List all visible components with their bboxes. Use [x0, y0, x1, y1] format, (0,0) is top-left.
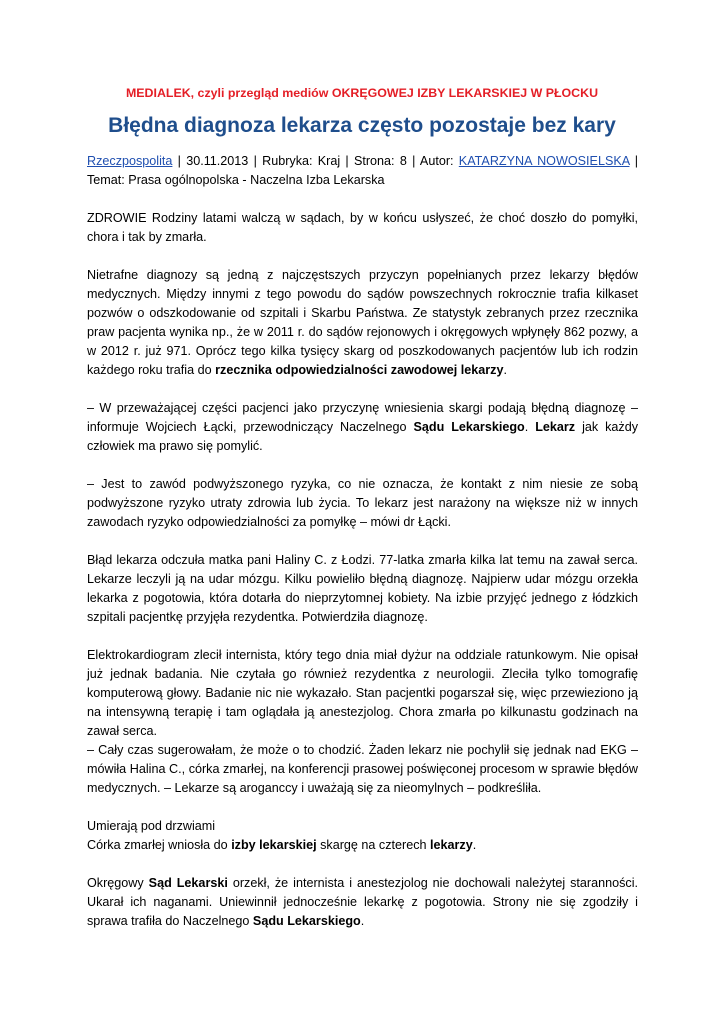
- paragraph-8-end: .: [472, 838, 477, 852]
- paragraph-9-bold-court-2: Sądu Lekarskiego: [252, 914, 361, 928]
- lead-paragraph: ZDROWIE Rodziny latami walczą w sądach, by w końcu usłyszeć, że choć doszło do pomyłki, chora i tak by zmarła.: [87, 211, 638, 244]
- article-body: [87, 152, 638, 931]
- paragraph-2-bold: rzecznika odpowiedzialności zawodowej lekarzy: [215, 363, 504, 377]
- source-link[interactable]: Rzeczpospolita: [87, 154, 173, 168]
- paragraph-3-text: – W przeważającej części pacjenci jako przyczynę wniesienia skargi podają błędną diagnozę – informuje Wojciech Łącki, przewodniczący Naczelnego: [87, 401, 638, 434]
- paragraph-3-bold-court: Sądu Lekarskiego: [413, 420, 525, 434]
- paragraph-5: Błąd lekarza odczuła matka pani Haliny C. z Łodzi. 77-latka zmarła kilka lat temu na zawał serca. Lekarze leczyli ją na udar mózgu. Kilku powieliło błędną diagnozę. Najpierw udar mózgu orzekła lekarka z pogotowia, która dotarła do nieprzytomnej kobiety. Na izbie przyjęć jednego z łódzkich szpitali pacjentkę przyjęła rezydentka. Potwierdziła diagnozę.: [87, 553, 638, 624]
- paragraph-4: – Jest to zawód podwyższonego ryzyka, co nie oznacza, że kontakt z nim niesie ze sobą podwyższone ryzyko utraty zdrowia lub życia. To lekarz jest narażony na większe niż w innych zawodach ryzyko odpowiedzialności za pomyłkę – mówi dr Łącki.: [87, 477, 638, 529]
- paragraph-9-mid: orzekł, że internista i anestezjolog nie dochowali należytej staranności. Ukarał ich naganami. Uniewinnił jednocześnie lekarkę z pogotowia. Strony nie się zgodziły i sprawa trafiła do Naczelnego: [87, 876, 638, 928]
- paragraph-6: Elektrokardiogram zlecił internista, który tego dnia miał dyżur na oddziale ratunkowym. Nie opisał już jednak badania. Nie czytała go również rezydentka z neurologii. Zleciła tylko tomografię komputerową głowy. Badanie nic nie wykazało. Stan pacjentki pogarszał się, więc przewieziono ją na intensywną terapię i tam oglądała ją anestezjolog. Chora zmarła po kilkunastu godzinach na zawał serca.: [87, 648, 638, 738]
- paragraph-9: [87, 874, 638, 931]
- paragraph-8-bold-doctors: lekarzy: [430, 838, 473, 852]
- paragraph-2-end: .: [503, 363, 507, 377]
- paragraph-3-bold-doctor: Lekarz: [535, 420, 576, 434]
- meta-topic: | Temat: Prasa ogólnopolska - Naczelna Izba Lekarska: [87, 154, 638, 187]
- author-link[interactable]: KATARZYNA NOWOSIELSKA: [458, 154, 630, 168]
- subheading: Umierają pod drzwiami: [87, 819, 216, 833]
- paragraph-2: [87, 266, 638, 380]
- publication-header: MEDIALEK, czyli przegląd mediów OKRĘGOWEJ IZBY LEKARSKIEJ W PŁOCKU: [125, 86, 599, 100]
- paragraph-9-text: Okręgowy: [87, 876, 149, 890]
- paragraph-8-mid: skargę na czterech: [316, 838, 431, 852]
- paragraph-3-sep: .: [524, 420, 536, 434]
- paragraph-8-bold-chamber: izby lekarskiej: [231, 838, 317, 852]
- paragraph-3-end: jak każdy człowiek ma prawo się pomylić.: [87, 420, 639, 453]
- paragraph-3: [87, 399, 638, 456]
- meta-date-section: | 30.11.2013 | Rubryka: Kraj | Strona: 8 | Autor:: [172, 154, 459, 168]
- paragraph-9-end: .: [360, 914, 365, 928]
- article-meta: [87, 152, 638, 190]
- paragraph-8: [87, 836, 638, 855]
- paragraph-7: – Cały czas sugerowałam, że może o to chodzić. Żaden lekarz nie pochylił się jednak nad EKG – mówiła Halina C., córka zmarłej, na konferencji prasowej poświęconej procesom w sprawie błędów medycznych. – Lekarze są aroganccy i uważają się za nieomylnych – podkreśliła.: [87, 743, 638, 795]
- paragraph-9-bold-court: Sąd Lekarski: [148, 876, 228, 890]
- paragraph-8-text: Córka zmarłej wniosła do: [87, 838, 232, 852]
- article-title: Błędna diagnoza lekarza często pozostaje bez kary: [108, 114, 616, 137]
- paragraph-2-text: Nietrafne diagnozy są jedną z najczęstszych przyczyn popełnianych przez lekarzy błędów medycznych. Między innymi z tego powodu do sądów powszechnych rokrocznie trafia kilkaset pozwów o odszkodowanie od szpitali i Skarbu Państwa. Ze statystyk zebranych przez rzecznika praw pacjenta wynika np., że w 2011 r. do sądów rejonowych i okręgowych wpłynęły 862 pozwy, a w 2012 r. już 971. Oprócz tego kilka tysięcy skarg od poszkodowanych pacjentów lub ich rodzin każdego roku trafia do: [87, 268, 638, 377]
